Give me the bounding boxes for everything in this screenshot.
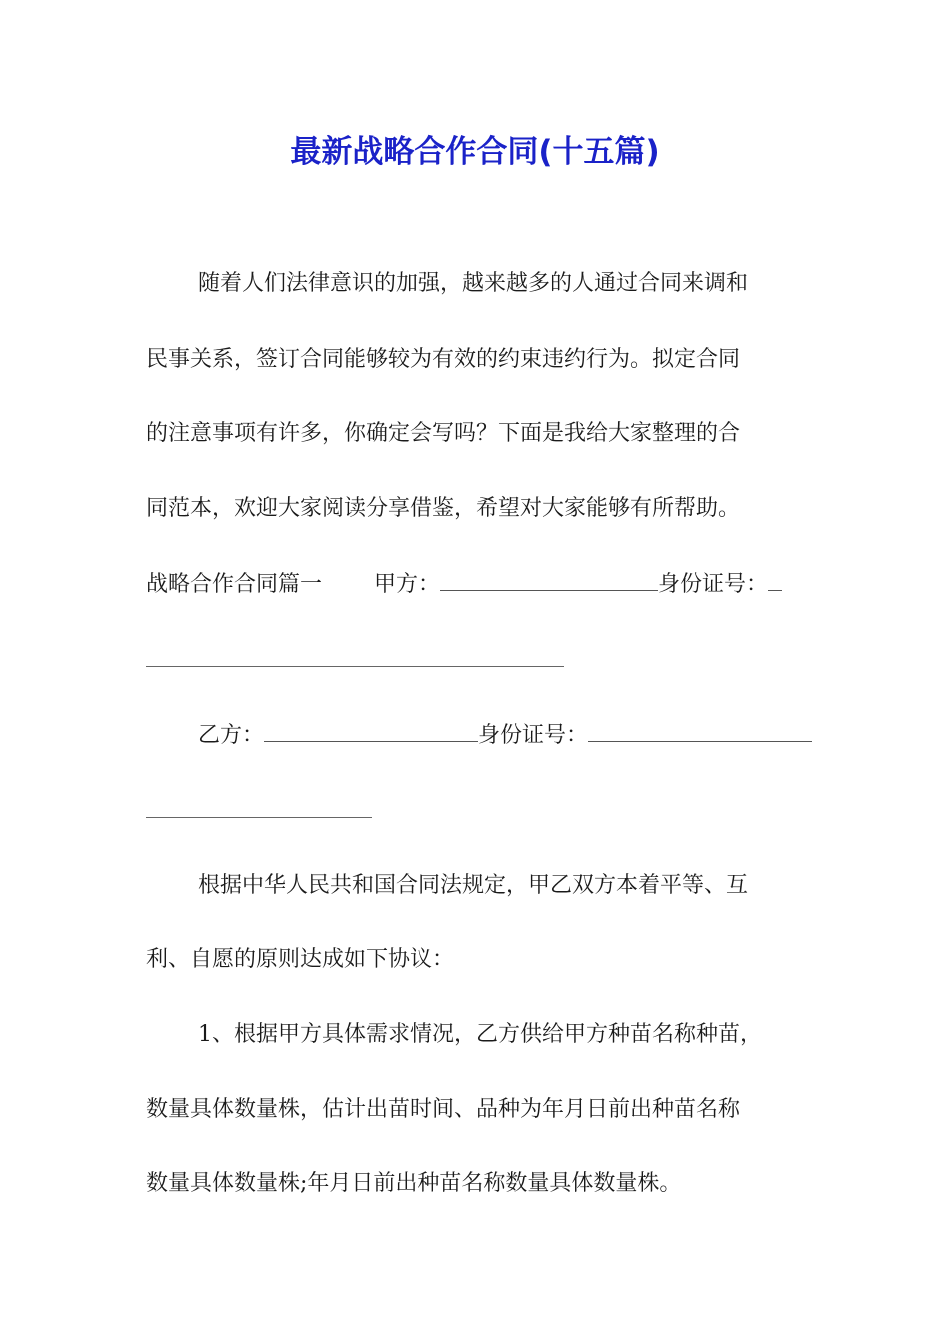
party-b-label: 乙方： <box>198 723 265 748</box>
clause1-line-1: 1、根据甲方具体需求情况，乙方供给甲方种苗名称种苗， <box>198 1022 762 1047</box>
intro-line-2: 民事关系，签订合同能够较为有效的约束违约行为。拟定合同 <box>146 347 741 372</box>
party-a-id-blank-continued[interactable] <box>146 665 564 667</box>
intro-line-4: 同范本，欢迎大家阅读分享借鉴，希望对大家能够有所帮助。 <box>146 496 741 521</box>
party-a-id-blank[interactable] <box>768 564 782 591</box>
party-a-label: 甲方： <box>374 572 441 597</box>
party-a-row <box>146 564 782 604</box>
party-b-blank[interactable] <box>264 715 478 742</box>
intro-line-1: 随着人们法律意识的加强，越来越多的人通过合同来调和 <box>198 271 749 296</box>
clause1-line-2: 数量具体数量株，估计出苗时间、品种为年月日前出种苗名称 <box>146 1097 741 1122</box>
section-heading: 战略合作合同篇一 <box>146 572 323 597</box>
party-a-blank[interactable] <box>440 564 658 591</box>
party-a-id-label: 身份证号： <box>658 572 769 597</box>
preamble-line-1: 根据中华人民共和国合同法规定，甲乙双方本着平等、互 <box>198 873 749 898</box>
party-b-id-blank-continued[interactable] <box>146 816 372 818</box>
document-title: 最新战略合作合同(十五篇) <box>290 134 660 170</box>
preamble-line-2: 利、自愿的原则达成如下协议： <box>146 947 455 972</box>
party-b-id-blank[interactable] <box>588 715 812 742</box>
intro-line-3: 的注意事项有许多，你确定会写吗？下面是我给大家整理的合 <box>146 421 741 446</box>
party-b-id-label: 身份证号： <box>478 723 589 748</box>
clause1-line-3: 数量具体数量株;年月日前出种苗名称数量具体数量株。 <box>146 1171 682 1196</box>
party-b-row <box>198 715 812 755</box>
